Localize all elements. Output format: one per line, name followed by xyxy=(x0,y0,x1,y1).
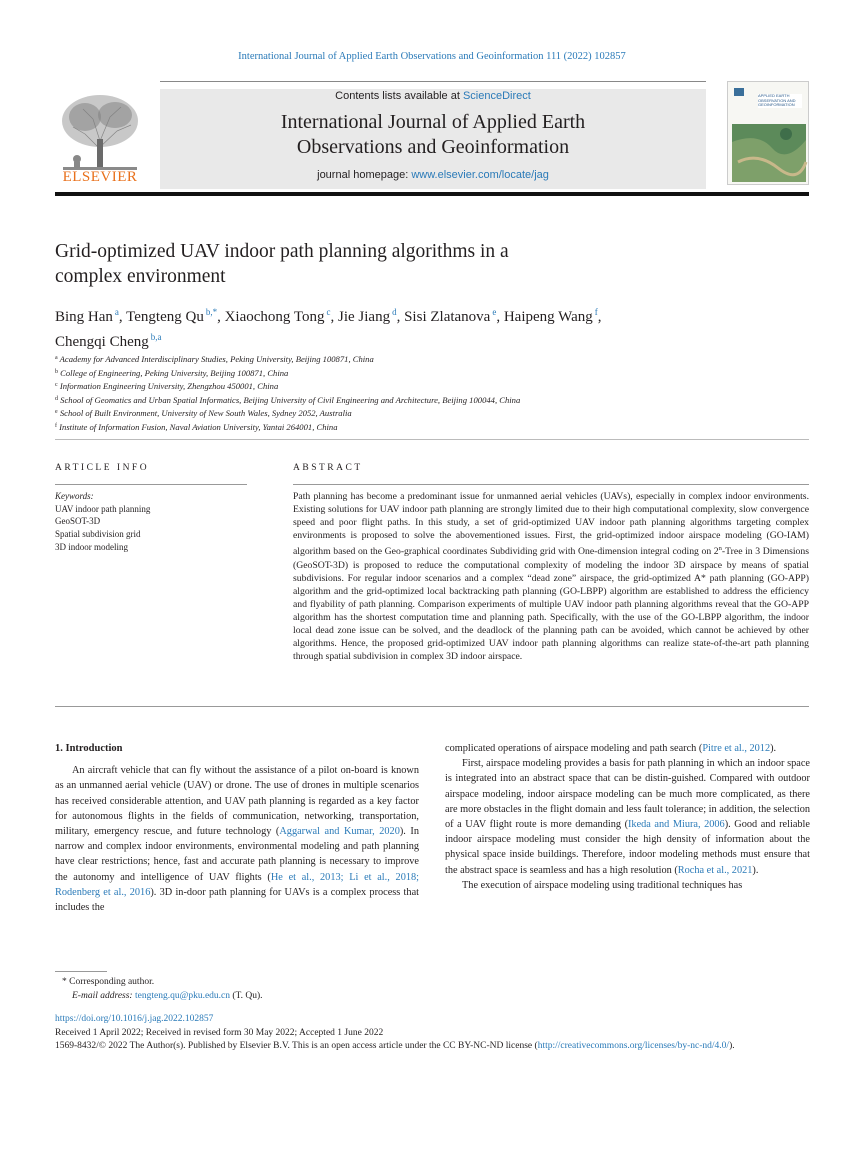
journal-name: International Journal of Applied Earth Observations and Geoinformation xyxy=(280,111,586,158)
masthead-center xyxy=(160,89,706,189)
abstract-text: Path planning has become a predominant issue for unmanned aerial vehicles (UAVs), especially in complex indoor environments. Existing solutions for UAV indoor path planning are strongly limited due to their high computational complexity, slow convergence speed and poor flight paths. In this study, a set of grid-optimized UAV indoor path planning algorithms targeting complex environments is proposed to solve the abovementioned issues. First, the grid-optimized indoor airspace modeling (GO-IAM) algorithm based on the Geo-graphical coordinates Subdividing grid with One-dimension integral coding on 2$^n$-Tree in 3 Dimensions (GeoSOT-3D) is proposed to reduce the computational complexity of modeling the indoor 3D airspace by means of spatial subdivisions. For regular indoor scenarios and a complex “dead zone” airspace, the grid-optimized A* path planning (GO-APP) algorithm and the grid-optimized local backtracking path planning (GO-LBPP) algorithm are established to address the efficiency and flyability of path planning. Comparison experiments of multiple UAV indoor path planning algorithms reveal that the GO-APP algorithm has the shortest computation time and planning path. Specifically, with the use of the GO-LBPP algorithm, the indoor local dead zone issue can be solved, and the deadlock of the planning path can be avoided, which cannot be achieved by other algorithms. Hence, the proposed grid-optimized UAV indoor path planning algorithms can realize state-of-the-art path planning through spatial subdivision in complex 3D indoor airspace. xyxy=(293,491,809,663)
citation-link[interactable]: Rocha et al., 2021 xyxy=(677,864,753,876)
header-thick-rule xyxy=(55,192,809,196)
keyword: UAV indoor path planning xyxy=(55,503,151,514)
article-meta xyxy=(55,1013,809,1054)
citation-link[interactable]: Pitre et al., 2012 xyxy=(702,743,771,754)
keywords-block xyxy=(55,490,255,554)
abstract-heading: ABSTRACT xyxy=(293,463,363,473)
keyword: Spatial subdivision grid xyxy=(55,529,141,540)
author: Sisi Zlatanova $^e$, xyxy=(404,307,504,325)
keyword: GeoSOT-3D xyxy=(55,516,101,527)
elsevier-wordmark: ELSEVIER xyxy=(62,169,138,185)
email-link[interactable]: tengteng.qu@pku.edu.cn xyxy=(134,991,231,1001)
keywords-label: Keywords: xyxy=(55,491,94,501)
affiliation: $^e$ School of Built Environment, University of New South Wales, Sydney 2052, Australia xyxy=(55,408,352,419)
body-column-left xyxy=(55,741,419,915)
journal-citation[interactable]: International Journal of Applied Earth Observations and Geoinformation 111 (2022) 102857 xyxy=(238,51,626,62)
email-line: E-mail address: tengteng.qu@pku.edu.cn (T. Qu). xyxy=(72,991,263,1001)
affiliations xyxy=(55,352,815,434)
citation-link[interactable]: Ikeda and Miura, 2006 xyxy=(628,819,725,831)
paragraph: An aircraft vehicle that can fly without the assistance of a pilot on-board is known as an unmanned aerial vehicle (UAV) or drone. The use of drones in multiple scenarios has received considerable attention, and UAV path planning is regarded as a key factor for autonomous flights in the fields of communication, networking, transportation, military, emergency rescue, and future technology (Aggarwal and Kumar, 2020). In narrow and complex indoor environments, environmental modeling and path planning have clear restrictions; hence, fast and accurate path planning is necessary to improve the autonomy and intelligence of UAV flights (He et al., 2013; Li et al., 2018; Rodenberg et al., 2016). 3D in-door path planning for UAVs is a complex process that includes the xyxy=(55,765,420,914)
abstract-rule xyxy=(293,484,809,485)
affiliation: $^b$ College of Engineering, Peking University, Beijing 100871, China xyxy=(55,367,289,378)
citation-link[interactable]: He et al., 2013; Li et al., 2018; Rodenberg et al., 2016 xyxy=(55,871,419,898)
keyword: 3D indoor modeling xyxy=(55,541,128,552)
affiliation: $^a$ Academy for Advanced Interdisciplinary Studies, Peking University, Beijing 100871, China xyxy=(55,354,374,364)
section-heading-introduction: 1. Introduction xyxy=(55,743,123,754)
masthead xyxy=(55,81,809,189)
affiliation: $^f$ Institute of Information Fusion, Naval Aviation University, Yantai 264001, China xyxy=(55,421,338,432)
paragraph: First, airspace modeling provides a basis for path planning in which an indoor space is integrated into an abstract space that can be distin-guished. Compared with outdoor airspace modeling, indoor airspace modeling can be much more complicated, as there are more obstacles in the flight domain and less fault tolerance; in addition, the selection of a UAV flight route is more demanding (Ikeda and Miura, 2006). Good and reliable indoor airspace modeling must consider the high density of information about the physical space inside buildings. Therefore, indoor modeling methods must ensure that the abstract space is seamless and has a high resolution (Rocha et al., 2021). xyxy=(445,758,810,876)
body-column-right xyxy=(445,741,810,893)
masthead-top-rule xyxy=(160,81,706,82)
journal-cover-thumbnail[interactable] xyxy=(727,81,809,185)
contents-line: Contents lists available at ScienceDirect xyxy=(335,90,531,102)
citation-link[interactable]: Aggarwal and Kumar, 2020 xyxy=(279,826,400,838)
author: Chengqi Cheng $^{b,a}$ xyxy=(55,332,162,350)
affiliation: $^c$ Information Engineering University, Zhengzhou 450001, China xyxy=(55,381,279,392)
article-info-rule xyxy=(55,484,247,485)
author-list xyxy=(55,302,755,352)
paragraph: The execution of airspace modeling using traditional techniques has xyxy=(462,879,743,891)
corresponding-author-note: * Corresponding author. xyxy=(62,977,155,987)
footnote xyxy=(62,975,562,1003)
sciencedirect-link[interactable]: ScienceDirect xyxy=(462,90,531,102)
license-link[interactable]: http://creativecommons.org/licenses/by-nc-nd/4.0/ xyxy=(537,1041,730,1051)
author: Haipeng Wang $^f$, xyxy=(503,307,602,325)
affiliation: $^d$ School of Geomatics and Urban Spatial Informatics, Beijing University of Civil Engineering and Architecture, Beijing 100044, China xyxy=(55,394,521,405)
homepage-line: journal homepage: www.elsevier.com/locate/jag xyxy=(317,169,549,181)
received-dates: Received 1 April 2022; Received in revised form 30 May 2022; Accepted 1 June 2022 xyxy=(55,1027,384,1038)
doi-link[interactable]: https://doi.org/10.1016/j.jag.2022.102857 xyxy=(55,1014,214,1024)
homepage-link[interactable]: www.elsevier.com/locate/jag xyxy=(411,169,549,181)
article-info-heading: ARTICLE INFO xyxy=(55,463,150,473)
article-title: Grid-optimized UAV indoor path planning algorithms in a complex environment xyxy=(55,241,509,287)
paragraph: complicated operations of airspace modeling and path search (Pitre et al., 2012). xyxy=(445,743,777,754)
abstract-bottom-rule xyxy=(55,706,809,707)
author: Jie Jiang $^d$, xyxy=(338,307,405,325)
author: Bing Han $^a$, xyxy=(55,307,127,325)
affiliation-rule xyxy=(55,439,809,440)
author: Tengteng Qu $^{b,*}$, xyxy=(126,307,225,325)
license-line: 1569-8432/© 2022 The Author(s). Published by Elsevier B.V. This is an open access article under the CC BY-NC-ND license (http://creativecommons.org/licenses/by-nc-nd/4.0/). xyxy=(55,1041,735,1051)
author: Xiaochong Tong $^c$, xyxy=(224,307,339,325)
cover-title: APPLIED EARTH OBSERVATION AND GEOINFORMATION xyxy=(758,93,796,107)
footnote-rule xyxy=(55,971,107,972)
